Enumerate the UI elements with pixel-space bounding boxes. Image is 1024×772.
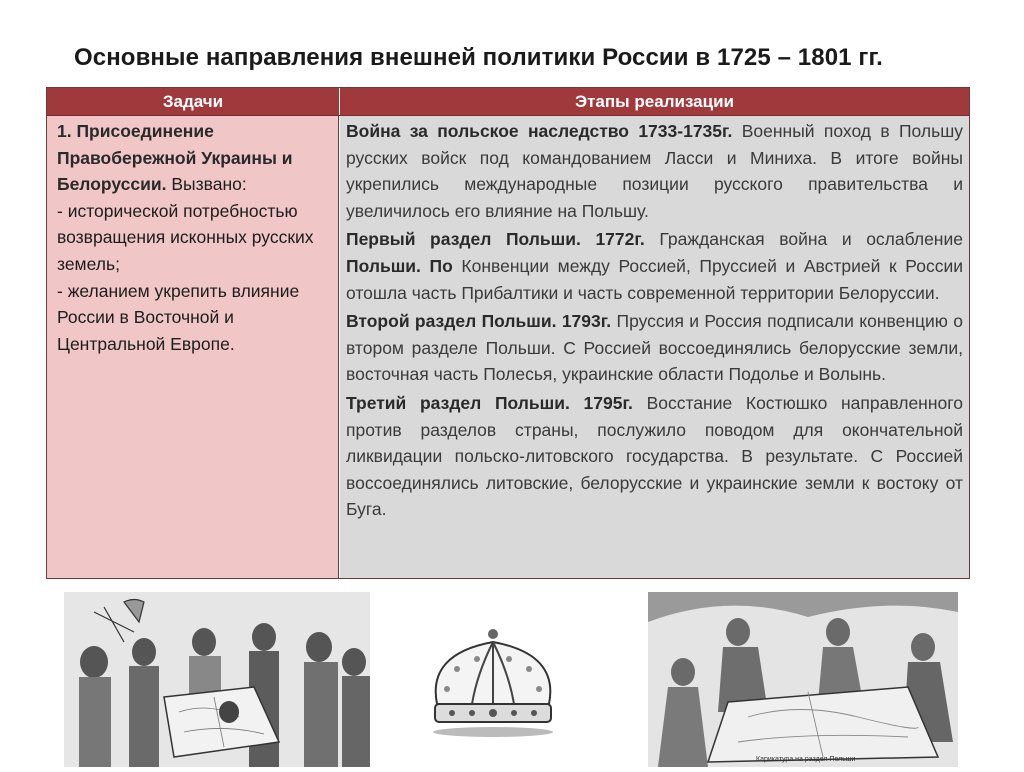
task-reason-1: - исторической потребностью возвращения исконных русских земель;: [57, 200, 314, 274]
header-stages: Этапы реализации: [575, 92, 734, 111]
stage-item: [346, 118, 963, 224]
stage-item: [346, 308, 963, 388]
congress-engraving-image: [64, 592, 370, 767]
partition-caricature-image: [648, 592, 958, 767]
header-tasks: Задачи: [47, 88, 340, 115]
stage-title-inline: Польши. По: [346, 255, 453, 276]
stages-cell: [340, 116, 969, 578]
stage-text: Гражданская война и ослабление: [644, 229, 963, 250]
task-title: 1. Присоединение Правобережной Украины и Белоруссии.: [57, 121, 293, 195]
stage-text: Пруссия и Россия подписали конвенцию о втором разделе Польши. С Россией воссоединялись белорусские земли, восточная часть Полесья, украинские области Подолье и Волынь.: [346, 311, 963, 385]
slide-title: Основные направления внешней политики России в 1725 – 1801 гг.: [74, 44, 883, 71]
stage-title: Война за польское наследство 1733-1735г.: [346, 121, 733, 141]
crown-icon: [417, 624, 569, 744]
stage-title: Третий раздел Польши. 1795г.: [346, 392, 633, 413]
stage-item: [346, 226, 963, 306]
table-header: [47, 88, 969, 116]
policy-table: [46, 87, 970, 579]
stage-text-cont: Конвенции между Россией, Пруссией и Австрией к России отошла часть Прибалтики и часть современной территории Белоруссии.: [346, 255, 963, 303]
stage-title: Второй раздел Польши. 1793г.: [346, 311, 612, 332]
stage-item: [346, 390, 963, 523]
stage-text: Военный поход в Польшу русских войск под командованием Ласси и Миниха. В итоге войны укрепились международные позиции русского правительства и увеличилось его влияние на Польшу.: [346, 121, 964, 221]
stage-text: Восстание Костюшко направленного против разделов страны, послужило поводом для окончательной ликвидации польско-литовского государства. В результате. С Россией воссоединялись литовские, белорусские и украинские земли к востоку от Буга.: [346, 392, 963, 520]
stage-title: Первый раздел Польши. 1772г.: [346, 229, 645, 250]
caricature-caption: Карикатура на раздел Польши: [756, 756, 856, 763]
task-reason-2: - желанием укрепить влияние России в Восточной и Центральной Европе.: [57, 280, 300, 354]
task-heading: [57, 118, 332, 198]
task-cause: Вызвано:: [166, 174, 247, 195]
tasks-cell: [47, 116, 339, 578]
